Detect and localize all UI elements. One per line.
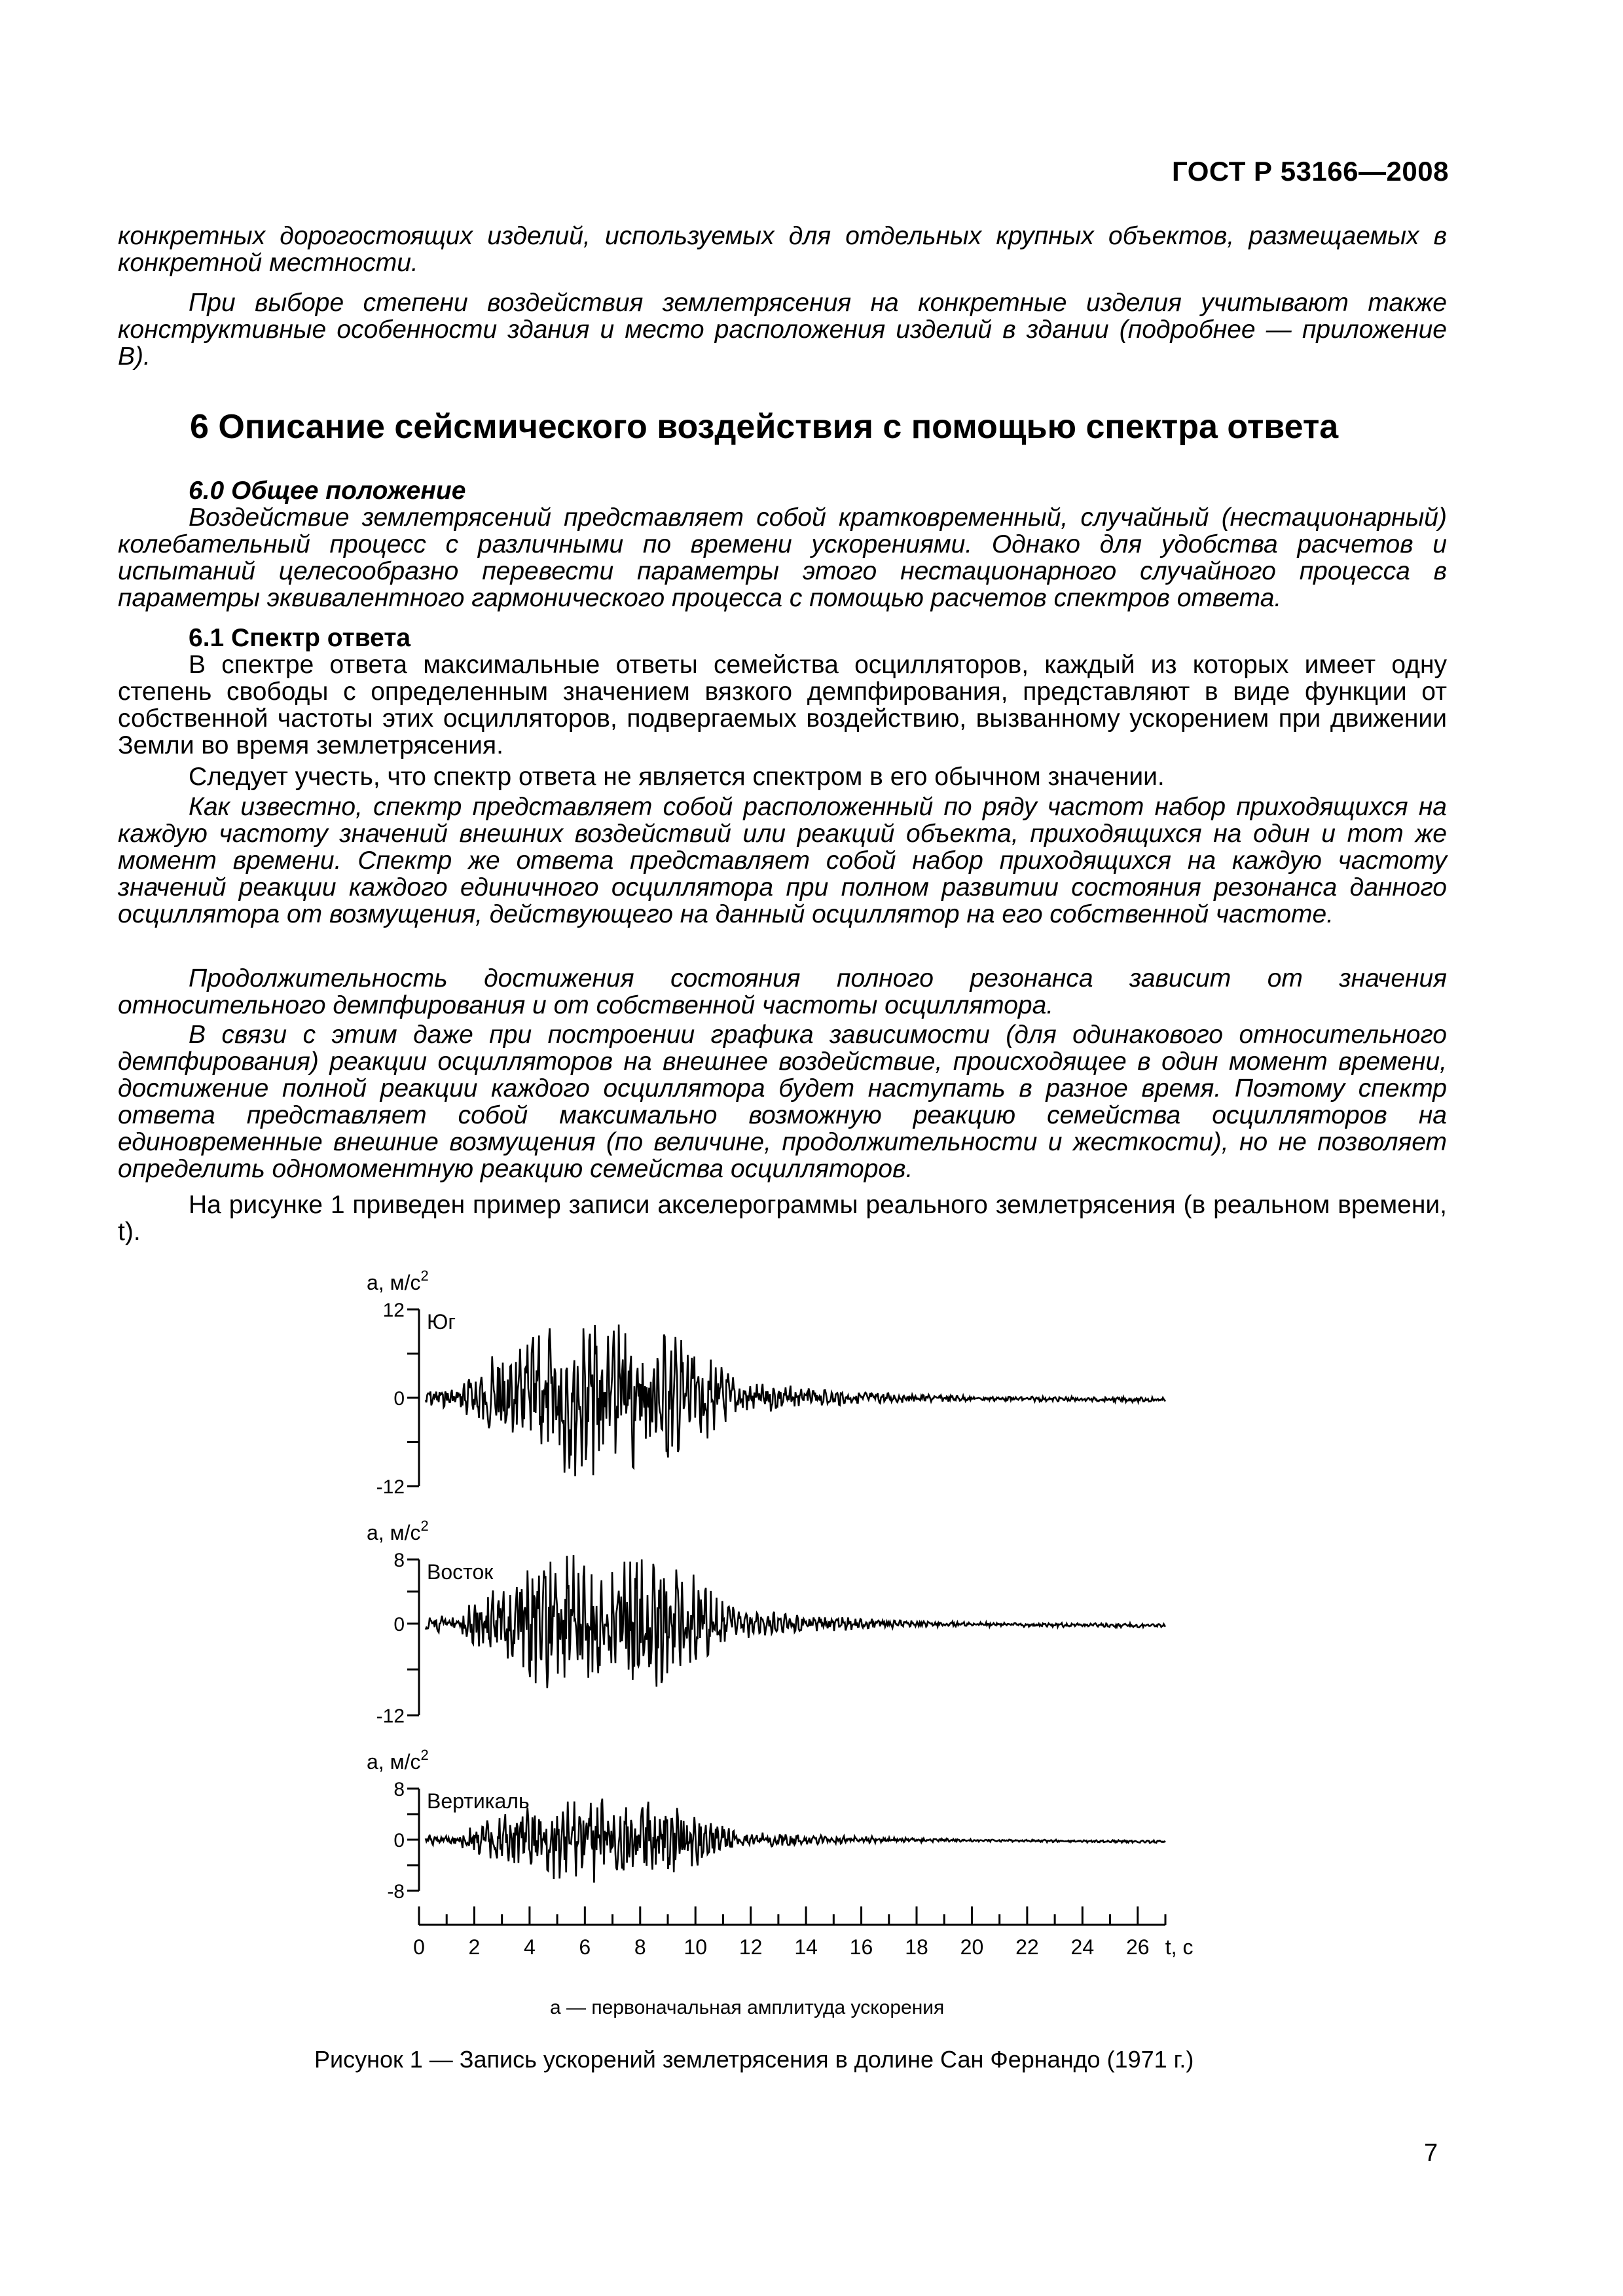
subsection-6-0-title: 6.0 Общее положение bbox=[189, 477, 466, 505]
accelerogram-figure bbox=[327, 1257, 1244, 1990]
paragraph-impact-choice: При выборе степени воздействия землетрясения на конкретные изделия учитывают также конструктивные особенности здания и место расположения изделий в здании (подробнее — приложение В). bbox=[118, 289, 1447, 371]
y-tick-label: 0 bbox=[393, 1388, 405, 1410]
y-tick-label: 12 bbox=[382, 1300, 405, 1321]
paragraph-continuation: конкретных дорогостоящих изделий, используемых для отдельных крупных объектов, размещаемых в конкретной местности. bbox=[118, 222, 1447, 277]
panel-2 bbox=[367, 1518, 1165, 1727]
figure-caption: Рисунок 1 — Запись ускорений землетрясения в долине Сан Фернандо (1971 г.) bbox=[314, 2046, 1194, 2073]
paragraph-6-0: Воздействие землетрясений представляет собой кратковременный, случайный (нестационарный) колебательный процесс с различными по времени ускорениями. Однако для удобства расчетов и испытаний целесообразно перевести параметры этого нестационарного случайного процесса в параметры эквивалентного гармонического процесса с помощью расчетов спектров ответа. bbox=[118, 503, 1447, 612]
page-number: 7 bbox=[1424, 2140, 1438, 2167]
y-tick-label: -12 bbox=[376, 1476, 405, 1498]
x-tick-label: 22 bbox=[1015, 1935, 1039, 1959]
x-tick-label: 8 bbox=[634, 1935, 646, 1959]
x-tick-label: 16 bbox=[849, 1935, 873, 1959]
y-tick-label: -12 bbox=[376, 1705, 405, 1727]
panel-name: Юг bbox=[427, 1310, 456, 1334]
paragraph-figure-reference: На рисунке 1 приведен пример записи акселерограммы реального землетрясения (в реальном времени, t). bbox=[118, 1191, 1447, 1246]
y-tick-label: 8 bbox=[393, 1779, 405, 1800]
accelerogram-panels bbox=[367, 1267, 1165, 1903]
panel-name: Восток bbox=[427, 1560, 494, 1584]
x-tick-label: 14 bbox=[794, 1935, 818, 1959]
paragraph-6-1-b: Следует учесть, что спектр ответа не является спектром в его обычном значении. bbox=[189, 763, 1165, 791]
y-unit-label: а, $м/с^2$ bbox=[367, 1747, 429, 1774]
paragraph-6-1-a: В спектре ответа максимальные ответы семейства осцилляторов, каждый из которых имеет одну степень свободы с определенным значением вязкого демпфирования, представляют в виде функции от собственной частоты этих осцилляторов, подвергаемых воздействию, вызванному ускорением при движении Земли во время землетрясения. bbox=[118, 651, 1447, 759]
y-tick-label: 0 bbox=[393, 1614, 405, 1635]
x-tick-label: 0 bbox=[413, 1935, 425, 1959]
acceleration-trace bbox=[426, 1555, 1165, 1688]
x-tick-label: 12 bbox=[739, 1935, 763, 1959]
acceleration-trace bbox=[426, 1798, 1165, 1882]
x-tick-label: 18 bbox=[905, 1935, 928, 1959]
paragraph-6-1-e: В связи с этим даже при построении графика зависимости (для одинакового относительного демпфирования) реакции осцилляторов на внешнее воздействие, происходящее в один момент времени, достижение полной реакции каждого осциллятора будет наступать в разное время. Поэтому спектр ответа представляет собой максимально возможную реакцию семейства осцилляторов на единовременные внешние возмущения (по величине, продолжительности и жесткости), но не позволяет определить одномоментную реакцию семейства осцилляторов. bbox=[118, 1021, 1447, 1183]
x-tick-label: 20 bbox=[960, 1935, 984, 1959]
paragraph-6-1-d: Продолжительность достижения состояния полного резонанса зависит от значения относительного демпфирования и от собственной частоты осциллятора. bbox=[118, 964, 1447, 1019]
x-tick-label: 6 bbox=[579, 1935, 591, 1959]
y-tick-label: 0 bbox=[393, 1830, 405, 1851]
amplitude-legend-note: а — первоначальная амплитуда ускорения bbox=[550, 1997, 945, 2018]
time-axis bbox=[413, 1906, 1193, 1959]
panel-name: Вертикаль bbox=[427, 1789, 530, 1813]
subsection-6-1-title: 6.1 Спектр ответа bbox=[189, 624, 411, 652]
section-6-title: 6 Описание сейсмического воздействия с помощью спектра ответа bbox=[190, 408, 1339, 446]
y-tick-label: 8 bbox=[393, 1550, 405, 1571]
y-tick-label: -8 bbox=[387, 1881, 405, 1903]
x-tick-label: 2 bbox=[468, 1935, 481, 1959]
x-tick-label: 24 bbox=[1070, 1935, 1095, 1959]
acceleration-trace bbox=[426, 1324, 1165, 1476]
panel-3 bbox=[367, 1747, 1165, 1903]
x-tick-label: 26 bbox=[1125, 1935, 1150, 1959]
x-tick-label: 10 bbox=[684, 1935, 708, 1959]
document-id: ГОСТ Р 53166—2008 bbox=[1172, 156, 1449, 187]
paragraph-6-1-c: Как известно, спектр представляет собой расположенный по ряду частот набор приходящихся на каждую частоту значений внешних воздействий или реакций объекта, приходящихся на один и тот же момент времени. Спектр же ответа представляет собой набор приходящихся на каждую частоту значений реакции каждого единичного осциллятора при полном развитии состояния резонанса данного осциллятора от возмущения, действующего на данный осциллятор на его собственной частоте. bbox=[118, 793, 1447, 928]
x-tick-label: 4 bbox=[523, 1935, 536, 1959]
x-axis-label: t, с bbox=[1165, 1935, 1194, 1959]
y-unit-label: а, $м/с^2$ bbox=[367, 1518, 429, 1544]
panel-1 bbox=[367, 1267, 1165, 1498]
y-unit-label: а, $м/с^2$ bbox=[367, 1267, 429, 1294]
